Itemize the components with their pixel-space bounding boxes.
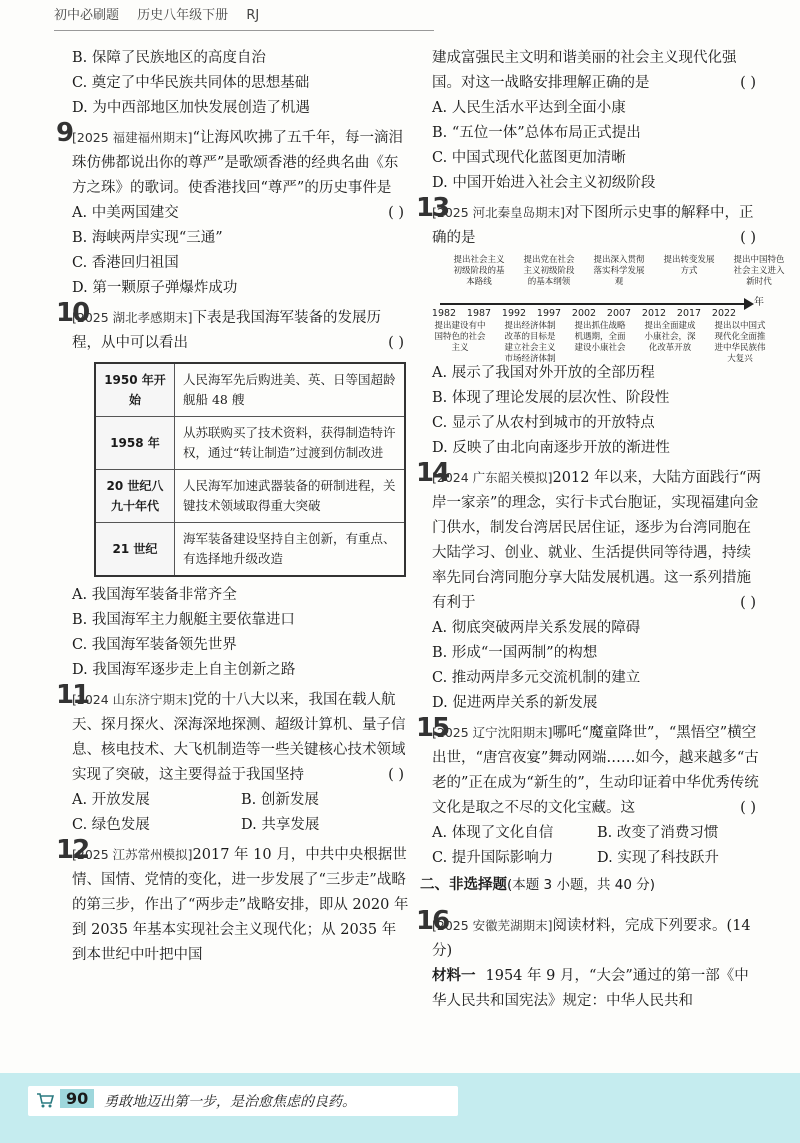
question-number: 16 xyxy=(416,905,449,936)
timeline-event-above: 提出社会主义初级阶段的基本路线 xyxy=(453,255,505,287)
timeline-unit: 年 xyxy=(754,297,764,308)
answer-paren: ( ) xyxy=(388,205,404,221)
question-stem: [2025 湖北孝感期末]下表是我国海军装备的发展历程，从中可以看出 ( ) xyxy=(72,305,410,356)
policy-timeline xyxy=(431,255,785,364)
timeline-event-below: 提出建设有中国特色的社会主义 xyxy=(434,321,486,353)
table-text: 人民海军加速武器装备的研制进程，关键技术领域取得重大突破 xyxy=(175,470,406,523)
question-source: [2025 安徽芜湖期末] xyxy=(432,917,553,933)
option: C. 奠定了中华民族共同体的思想基础 xyxy=(72,75,310,91)
timeline-event-above: 提出中国特色社会主义进入新时代 xyxy=(733,255,785,287)
table-row xyxy=(95,470,405,523)
question-16 xyxy=(416,905,762,1014)
timeline-event-above: 提出转变发展方式 xyxy=(663,255,715,276)
question-15 xyxy=(416,713,762,871)
table-row xyxy=(95,417,405,470)
answer-paren: ( ) xyxy=(740,230,756,246)
option-d: D. 实现了科技跃升 xyxy=(597,850,719,866)
left-column xyxy=(56,46,410,968)
table-year: 1950 年开始 xyxy=(95,363,175,417)
edition-label: RJ xyxy=(246,8,260,23)
page-number: 90 xyxy=(60,1089,94,1108)
timeline-event-above: 提出深入贯彻落实科学发展观 xyxy=(593,255,645,287)
question-source: [2025 河北秦皇岛期末] xyxy=(432,205,566,220)
question-number: 11 xyxy=(56,680,89,710)
timeline-year: 2007 xyxy=(606,308,632,319)
option-c: C. 香港回归祖国 xyxy=(72,255,179,271)
question-source: [2025 福建福州期末] xyxy=(72,130,193,145)
question-stem: [2025 辽宁沈阳期末]哪吒“魔童降世”，“黑悟空”横空出世，“唐宫夜宴”舞动网端……如今，越来越多“古老的”正在成为“新生的”，生动印证着中华优秀传统文化是取之不尽的文化宝藏。这 ( ) xyxy=(432,720,762,821)
timeline-year: 2002 xyxy=(571,308,597,319)
option-c: C. 推动两岸多元交流机制的建立 xyxy=(432,670,641,686)
table-year: 1958 年 xyxy=(95,417,175,470)
option-a: A. 我国海军装备非常齐全 xyxy=(72,587,237,603)
answer-paren: ( ) xyxy=(388,767,404,783)
question-11 xyxy=(56,680,410,838)
question-number: 13 xyxy=(416,193,449,223)
option-c: C. 显示了从农村到城市的开放特点 xyxy=(432,415,655,431)
option-a: A. 中美两国建交 xyxy=(72,205,179,221)
option: B. 保障了民族地区的高度自治 xyxy=(72,50,266,66)
option-b: B. 我国海军主力舰艇主要依靠进口 xyxy=(72,612,295,628)
option: D. 为中西部地区加快发展创造了机遇 xyxy=(72,100,310,116)
question-source: [2024 广东韶关模拟] xyxy=(432,470,553,485)
option-a: A. 人民生活水平达到全面小康 xyxy=(432,100,626,116)
option-a: A. 体现了文化自信 xyxy=(432,825,554,841)
timeline-event-below: 提出以中国式现代化全面推进中华民族伟大复兴 xyxy=(714,321,766,364)
page-header xyxy=(54,4,434,34)
option-b: B. 形成“一国两制”的构想 xyxy=(432,645,598,661)
section-note: (本题 3 小题，共 40 分) xyxy=(507,877,655,893)
question-14 xyxy=(416,458,762,716)
option-b: B. 体现了理论发展的层次性、阶段性 xyxy=(432,390,670,406)
option-a: A. 彻底突破两岸关系发展的障碍 xyxy=(432,620,641,636)
question-source: [2025 江苏常州模拟] xyxy=(72,847,193,862)
question-9 xyxy=(56,118,410,301)
question-stem-part1: [2025 江苏常州模拟]2017 年 10 月，中共中央根据世情、国情、党情的变化，进一步发展了“三步走”战略的第三步，作出了“两步走”战略安排，即从 2020 年到 2035 年基本实现社会主义现代化；从 2035 年到本世纪中叶把中国 xyxy=(72,847,409,963)
timeline-year: 2012 xyxy=(641,308,667,319)
question-12-continued xyxy=(432,46,762,196)
table-row xyxy=(95,523,405,577)
question-source: [2025 辽宁沈阳期末] xyxy=(432,725,553,740)
question-number: 10 xyxy=(56,298,89,328)
timeline-event-below: 提出抓住战略机遇期，全面建设小康社会 xyxy=(574,321,626,353)
option-a: A. 开放发展 xyxy=(72,792,150,808)
option-a: A. 展示了我国对外开放的全部历程 xyxy=(432,365,655,381)
timeline-year: 1987 xyxy=(466,308,492,319)
timeline-arrow xyxy=(744,298,754,310)
question-stem: [2025 河北秦皇岛期末]对下图所示史事的解释中，正确的是 ( ) xyxy=(432,200,762,251)
table-text: 人民海军先后购进美、英、日等国超龄舰船 48 艘 xyxy=(175,363,406,417)
option-c: C. 绿色发展 xyxy=(72,817,150,833)
question-stem: [2025 福建福州期末]“让海风吹拂了五千年，每一滴泪珠仿佛都说出你的尊严”是歌颂香港的经典名曲《东方之珠》的歌词。使香港找回“尊严”的历史事件是 ( ) xyxy=(72,125,410,201)
table-row xyxy=(95,363,405,417)
table-year: 21 世纪 xyxy=(95,523,175,577)
question-stem: [2024 广东韶关模拟]2012 年以来，大陆方面践行“两岸一家亲”的理念，实行卡式台胞证，实现福建向金门供水，制发台湾居民居住证，逐步为台湾同胞在大陆学习、创业、就业、生活提供同等待遇，持续率先同台湾同胞分享大陆发展机遇。这一系列措施有利于 ( ) xyxy=(432,465,762,616)
option-d: D. 我国海军逐步走上自主创新之路 xyxy=(72,662,296,678)
question-source: [2024 山东济宁期末] xyxy=(72,692,193,707)
navy-table xyxy=(94,362,406,577)
answer-paren: ( ) xyxy=(388,335,404,351)
answer-paren: ( ) xyxy=(740,75,756,91)
table-text: 从苏联购买了技术资料，获得制造特许权，通过“转让制造”过渡到仿制改进 xyxy=(175,417,406,470)
option-b: B. 改变了消费习惯 xyxy=(597,825,719,841)
series-title: 初中必刷题 xyxy=(54,8,120,23)
material-1: 材料一 1954 年 9 月，“大会”通过的第一部《中华人民共和国宪法》规定：中华人民共和 xyxy=(432,967,749,1009)
section-heading: 二、非选择题(本题 3 小题，共 40 分) xyxy=(420,877,655,893)
question-number: 9 xyxy=(56,118,73,148)
table-year: 20 世纪八九十年代 xyxy=(95,470,175,523)
answer-paren: ( ) xyxy=(740,800,756,816)
timeline-year: 2022 xyxy=(711,308,737,319)
option-d: D. 促进两岸关系的新发展 xyxy=(432,695,598,711)
timeline-year: 1982 xyxy=(431,308,457,319)
answer-paren: ( ) xyxy=(740,595,756,611)
timeline-year: 1992 xyxy=(501,308,527,319)
option-d: D. 反映了由北向南逐步开放的渐进性 xyxy=(432,440,670,456)
question-10 xyxy=(56,298,410,683)
timeline-year: 2017 xyxy=(676,308,702,319)
option-d: D. 第一颗原子弹爆炸成功 xyxy=(72,280,238,296)
question-13 xyxy=(416,193,785,461)
question-source: [2025 湖北孝感期末] xyxy=(72,310,193,325)
timeline-year: 1997 xyxy=(536,308,562,319)
question-number: 12 xyxy=(56,835,89,865)
question-stem: [2024 山东济宁期末]党的十八大以来，我国在载人航天、探月探火、深海深地探测、超级计算机、量子信息、核电技术、大飞机制造等一些关键核心技术领域实现了突破，这主要得益于我国坚持 ( ) xyxy=(72,687,410,788)
option-c: C. 我国海军装备领先世界 xyxy=(72,637,237,653)
cart-icon xyxy=(36,1091,54,1109)
subject-title: 历史八年级下册 xyxy=(137,8,229,23)
option-b: B. 创新发展 xyxy=(241,792,319,808)
question-12 xyxy=(56,835,410,968)
option-d: D. 共享发展 xyxy=(241,817,320,833)
table-text: 海军装备建设坚持自主创新，有重点、有选择地升级改造 xyxy=(175,523,406,577)
question-stem: [2025 安徽芜湖期末]阅读材料，完成下列要求。(14 分) xyxy=(432,917,751,959)
timeline-axis xyxy=(440,303,746,305)
footer-motto: 勇敢地迈出第一步，是治愈焦虑的良药。 xyxy=(104,1094,356,1110)
question-stem-part2: 建成富强民主文明和谐美丽的社会主义现代化强国。对这一战略安排理解正确的是 ( ) xyxy=(432,46,762,96)
option-b: B. 海峡两岸实现“三通” xyxy=(72,230,223,246)
question-number: 15 xyxy=(416,713,449,743)
timeline-event-above: 提出党在社会主义初级阶段的基本纲领 xyxy=(523,255,575,287)
right-column xyxy=(416,46,785,1014)
timeline-event-below: 提出经济体制改革的目标是建立社会主义市场经济体制 xyxy=(504,321,556,364)
material-label: 材料一 xyxy=(432,967,476,984)
timeline-event-below: 提出全面建成小康社会，深化改革开放 xyxy=(644,321,696,353)
header-rule xyxy=(54,30,434,31)
option-c: C. 提升国际影响力 xyxy=(432,850,554,866)
question-number: 14 xyxy=(416,458,449,488)
option-b: B. “五位一体”总体布局正式提出 xyxy=(432,125,641,141)
option-c: C. 中国式现代化蓝图更加清晰 xyxy=(432,150,626,166)
option-d: D. 中国开始进入社会主义初级阶段 xyxy=(432,175,656,191)
